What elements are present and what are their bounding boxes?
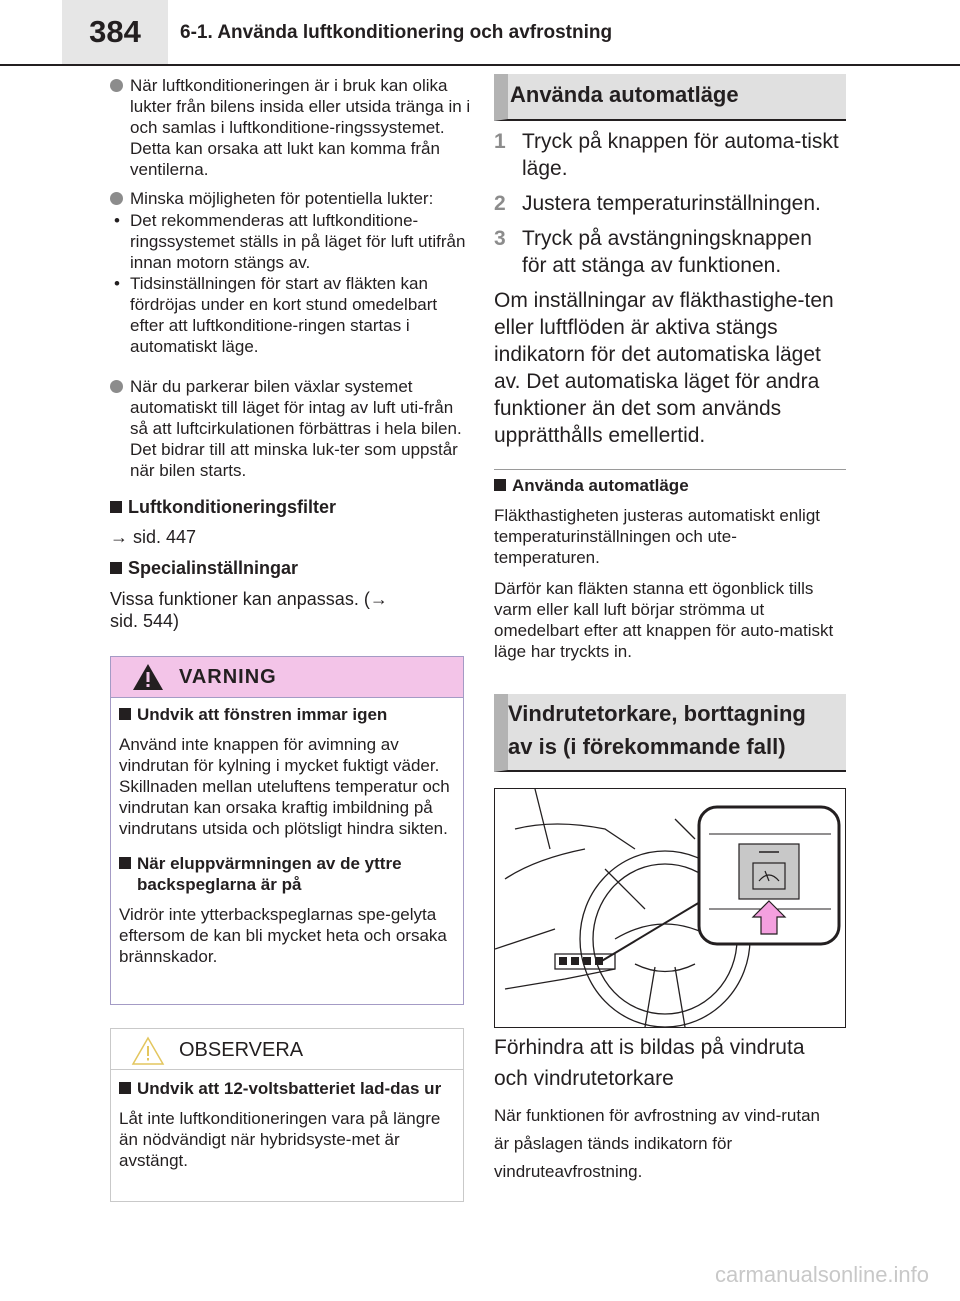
filter-page-ref[interactable]: → sid. 447 bbox=[110, 527, 197, 547]
square-bullet-icon bbox=[110, 562, 122, 574]
chapter-title: 6-1. Använda luftkonditionering och avfrostning bbox=[180, 22, 613, 43]
bullet-reduce-odors: Minska möjligheten för potentiella lukter: bbox=[110, 188, 472, 209]
illustration-caption: Förhindra att is bildas på vindruta och vindrutetorkare bbox=[494, 1036, 805, 1090]
notice-item-heading: Undvik att 12-voltsbatteriet lad-das ur bbox=[119, 1078, 455, 1099]
step-1: 1 Tryck på knappen för automa-tiskt läge. bbox=[494, 130, 839, 180]
bullet-dot-icon bbox=[110, 192, 123, 205]
dashboard-illustration bbox=[494, 788, 846, 1028]
warning-title: VARNING bbox=[179, 666, 277, 688]
square-bullet-icon bbox=[119, 708, 131, 720]
deicer-text: När funktionen för avfrostning av vind-rutan är påslagen tänds indikatorn för vindruteavfrostning. bbox=[494, 1106, 821, 1181]
filter-heading: Luftkonditioneringsfilter bbox=[110, 497, 336, 518]
notice-header bbox=[111, 1029, 463, 1070]
warning-item-text: Vidrör inte ytterbackspeglarnas spe-gelyta eftersom de kan bli mycket heta och orsaka brännskador. bbox=[119, 905, 447, 966]
sub-list bbox=[110, 210, 472, 357]
bullet-odors: När luftkonditioneringen är i bruk kan olika lukter från bilens insida eller utsida tränga in i och samlas i luftkonditione-ringssystemet. Detta kan orsaka att lukt kan komma från ventilerna. bbox=[110, 75, 472, 180]
page-number: 384 bbox=[89, 14, 141, 49]
square-bullet-icon bbox=[119, 1082, 131, 1094]
square-bullet-icon bbox=[119, 857, 131, 869]
bullet-dot-icon bbox=[110, 380, 123, 393]
sub-item: • Tidsinställningen för start av fläkten kan fördröjas under en kort stund omedelbart efter att luftkonditione-ringen startas i automatiskt läge. bbox=[114, 274, 438, 356]
auto-subheading: Använda automatläge bbox=[494, 476, 689, 496]
bullet-dot-icon bbox=[110, 79, 123, 92]
warning-item-heading: Undvik att fönstren immar igen bbox=[119, 704, 455, 725]
header-divider bbox=[0, 64, 960, 66]
special-text: Vissa funktioner kan anpassas. (→ sid. 544) bbox=[110, 589, 388, 631]
bullet-parking: När du parkerar bilen växlar systemet automatiskt till läget för intag av luft uti-från så att luftcirkulationen förbättras i hela bilen. Det bidrar till att minska luk-ter som uppstår när bilen starts. bbox=[110, 376, 472, 481]
dashboard-drawing bbox=[495, 789, 845, 1027]
warning-box bbox=[110, 656, 464, 1005]
warning-item-text: Använd inte knappen för avimning av vindrutan för kylning i mycket fuktigt väder. Skillnaden mellan uteluftens temperatur och vindrutan kan orsaka kraftig imbildning på vindrutans utsida och plötsligt hindra sikten. bbox=[119, 735, 450, 838]
notice-box bbox=[110, 1028, 464, 1202]
step-3: 3 Tryck på avstängningsknappen för att stänga av funktionen. bbox=[494, 227, 812, 277]
watermark: carmanualsonline.info bbox=[715, 1262, 930, 1287]
warning-triangle-icon bbox=[131, 662, 165, 692]
section-divider bbox=[494, 469, 846, 470]
special-heading: Specialinställningar bbox=[110, 558, 298, 579]
auto-text-1: Fläkthastigheten justeras automatiskt enligt temperaturinställningen och ute-temperaturen. bbox=[494, 506, 821, 567]
caution-triangle-icon bbox=[131, 1036, 165, 1066]
section-heading-wiper-deicer: Vindrutetorkare, borttagning av is (i förekommande fall) bbox=[494, 694, 846, 772]
square-bullet-icon bbox=[494, 479, 506, 491]
automatic-mode-paragraph: Om inställningar av fläkthastighe-ten eller luftflöden är aktiva stängs indikatorn för det automatiska läget av. Det automatiska läget för andra funktioner än det som används upprätthålls emellertid. bbox=[494, 289, 834, 447]
auto-text-2: Därför kan fläkten stanna ett ögonblick tills varm eller kall luft börjar strömma ut omedelbart efter att knappen för auto-matiskt läge har tryckts in. bbox=[494, 579, 834, 661]
warning-header bbox=[111, 657, 463, 698]
sub-item: • Det rekommenderas att luftkonditione-ringssystemet ställs in på läget för luft utifrån innan motorn stängs av. bbox=[114, 211, 466, 272]
step-2: 2 Justera temperaturinställningen. bbox=[494, 192, 821, 215]
notice-title: OBSERVERA bbox=[179, 1039, 304, 1061]
notice-item-text: Låt inte luftkonditioneringen vara på längre än nödvändigt när hybridsyste-met är avstängt. bbox=[119, 1109, 441, 1170]
section-heading-automatic: Använda automatläge bbox=[494, 74, 846, 121]
warning-item-heading: När eluppvärmningen av de yttre backspeglarna är på bbox=[119, 853, 455, 895]
square-bullet-icon bbox=[110, 501, 122, 513]
